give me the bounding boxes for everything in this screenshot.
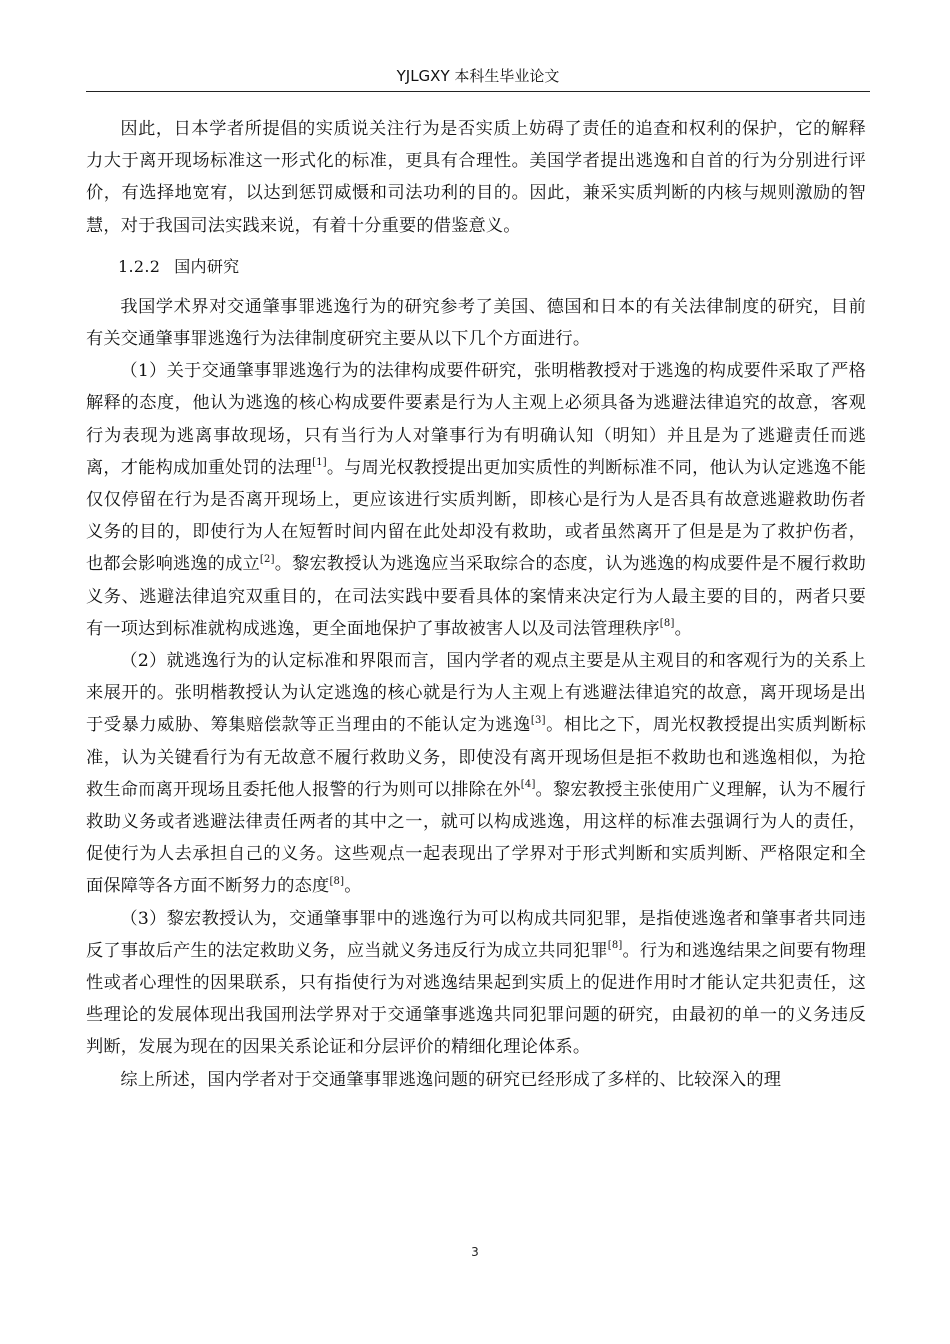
citation-ref: [8]	[329, 875, 345, 887]
running-header: YJLGXY 本科生毕业论文	[396, 67, 560, 85]
paragraph-3	[86, 355, 866, 645]
citation-ref: [3]	[530, 714, 546, 726]
paragraph-5	[86, 903, 866, 1064]
citation-ref: [8]	[659, 618, 675, 630]
citation-ref: [2]	[259, 553, 275, 565]
paragraph-3-text-b: 。与周光权教授提出更加实质性的判断标准不同，他认为认定逃逸不能仅仅停留在行为是否离开现场上，更应该进行实质判断，即核心是行为人是否具有故意逃避救助伤者义务的目的，即使行为人在短暂时间内留在此处却没有救助，或者虽然离开了但是是为了救护伤者，也都会影响逃逸的成立	[86, 457, 866, 575]
section-title: 国内研究	[174, 256, 240, 276]
header-divider	[86, 91, 870, 92]
paragraph-4-text-a: （2）就逃逸行为的认定标准和界限而言，国内学者的观点主要是从主观目的和客观行为的关系上来展开的。张明楷教授认为认定逃逸的核心就是行为人主观上有逃避法律追究的故意，离开现场是出于受暴力威胁、筹集赔偿款等正当理由的不能认定为逃逸	[86, 651, 866, 736]
paragraph-6: 综上所述，国内学者对于交通肇事罪逃逸问题的研究已经形成了多样的、比较深入的理	[120, 1069, 782, 1090]
paragraph-1: 因此，日本学者所提倡的实质说关注行为是否实质上妨碍了责任的追查和权利的保护，它的解释力大于离开现场标准这一形式化的标准，更具有合理性。美国学者提出逃逸和自首的行为分别进行评价，有选择地宽宥，以达到惩罚威慑和司法功利的目的。因此，兼采实质判断的内核与规则激励的智慧，对于我国司法实践来说，有着十分重要的借鉴意义。	[86, 119, 866, 236]
body-text	[86, 113, 866, 1096]
paragraph-4	[86, 645, 866, 903]
citation-ref: [1]	[312, 457, 327, 469]
paragraph-2: 我国学术界对交通肇事罪逃逸行为的研究参考了美国、德国和日本的有关法律制度的研究，目前有关交通肇事罪逃逸行为法律制度研究主要从以下几个方面进行。	[86, 296, 866, 350]
page-number: 3	[471, 1245, 479, 1259]
citation-ref: [8]	[607, 940, 623, 952]
paragraph-5-text-a: （3）黎宏教授认为，交通肇事罪中的逃逸行为可以构成共同犯罪，是指使逃逸者和肇事者共同违反了事故后产生的法定救助义务，应当就义务违反行为成立共同犯罪	[86, 908, 866, 961]
paragraph-5-text-b: 。行为和逃逸结果之间要有物理性或者心理性的因果联系，只有指使行为对逃逸结果起到实质上的促进作用时才能认定共犯责任，这些理论的发展体现出我国刑法学界对于交通肇事逃逸共同犯罪问题的研究，由最初的单一的义务违反判断，发展为现在的因果关系论证和分层评价的精细化理论体系。	[86, 940, 866, 1058]
paragraph-3-text-c: 。黎宏教授认为逃逸应当采取综合的态度，认为逃逸的构成要件是不履行救助义务、逃避法律追究双重目的，在司法实践中要看具体的案情来决定行为人最主要的目的，两者只要有一项达到标准就构成逃逸，更全面地保护了事故被害人以及司法管理秩序	[86, 554, 866, 639]
citation-ref: [4]	[520, 779, 536, 791]
paragraph-4-text-d: 。	[344, 876, 362, 897]
paragraph-4-text-b: 。相比之下，周光权教授提出实质判断标准，认为关键看行为有无故意不履行救助义务，即使没有离开现场但是拒不救助也和逃逸相似，为抢救生命而离开现场且委托他人报警的行为则可以排除在外	[86, 715, 866, 800]
paragraph-3-text-d: 。	[674, 618, 692, 639]
paragraph-4-text-c: 。黎宏教授主张使用广义理解，认为不履行救助义务或者逃避法律责任两者的其中之一，就可以构成逃逸，用这样的标准去强调行为人的责任，促使行为人去承担自己的义务。这些观点一起表现出了学界对于形式判断和实质判断、严格限定和全面保障等各方面不断努力的态度	[86, 779, 866, 897]
paragraph-3-text-a: （1）关于交通肇事罪逃逸行为的法律构成要件研究，张明楷教授对于逃逸的构成要件采取了严格解释的态度，他认为逃逸的核心构成要件要素是行为人主观上必须具备为逃避法律追究的故意，客观行为表现为逃离事故现场，只有当行为人对肇事行为有明确认知（明知）并且是为了逃避责任而逃离，才能构成加重处罚的法理	[86, 361, 866, 478]
section-heading	[86, 252, 866, 282]
section-number: 1.2.2	[118, 256, 161, 276]
